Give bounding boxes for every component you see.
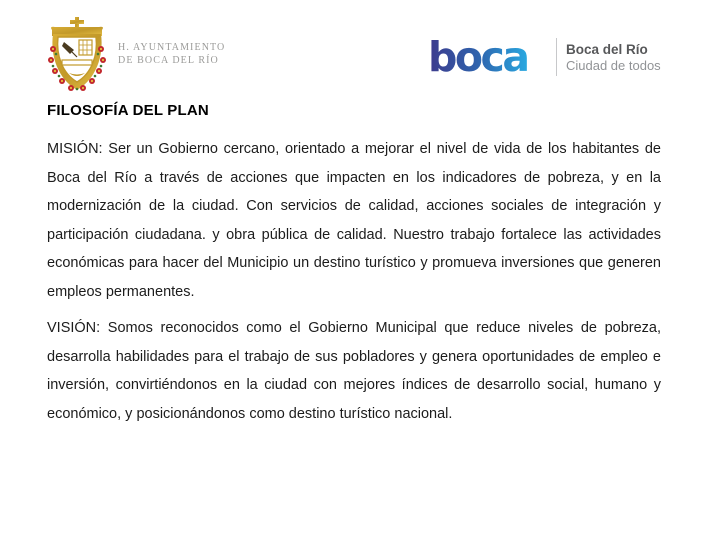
boca-city-name: Boca del Río (566, 41, 648, 57)
boca-tagline: Ciudad de todos (566, 57, 661, 73)
boca-wordmark-text: boca (428, 34, 528, 80)
boca-logo-text (566, 42, 661, 73)
boca-wordmark-icon (428, 34, 550, 80)
document-content (47, 101, 661, 428)
org-name-line2: DE BOCA DEL RÍO (118, 55, 219, 66)
page-title: FILOSOFÍA DEL PLAN (47, 102, 209, 119)
coat-of-arms-icon (47, 16, 107, 94)
logo-divider (556, 38, 557, 76)
org-name-line1: H. AYUNTAMIENTO (118, 42, 226, 53)
vision-paragraph: VISIÓN: Somos reconocidos como el Gobierno Municipal que reduce niveles de pobreza, desarrolla habilidades para el trabajo de sus pobladores y genera oportunidades de empleo e inversión, convirtiéndonos en la ciudad con mejores índices de desarrollo social, humano y económico, y posicionándonos como destino turístico nacional. (47, 320, 661, 422)
boca-logo (428, 34, 661, 80)
mision-paragraph: MISIÓN: Ser un Gobierno cercano, orientado a mejorar el nivel de vida de los habitantes de Boca del Río a través de acciones que impacten en los indicadores de pobreza, y en la modernización de la ciudad. Con servicios de calidad, acciones sociales de integración y participación ciudadana. y obra pública de calidad. Nuestro trabajo fortalece las actividades económicas para hacer del Municipio un destino turístico y promueva inversiones que generen empleos permanentes. (47, 141, 661, 300)
org-name (118, 41, 225, 67)
